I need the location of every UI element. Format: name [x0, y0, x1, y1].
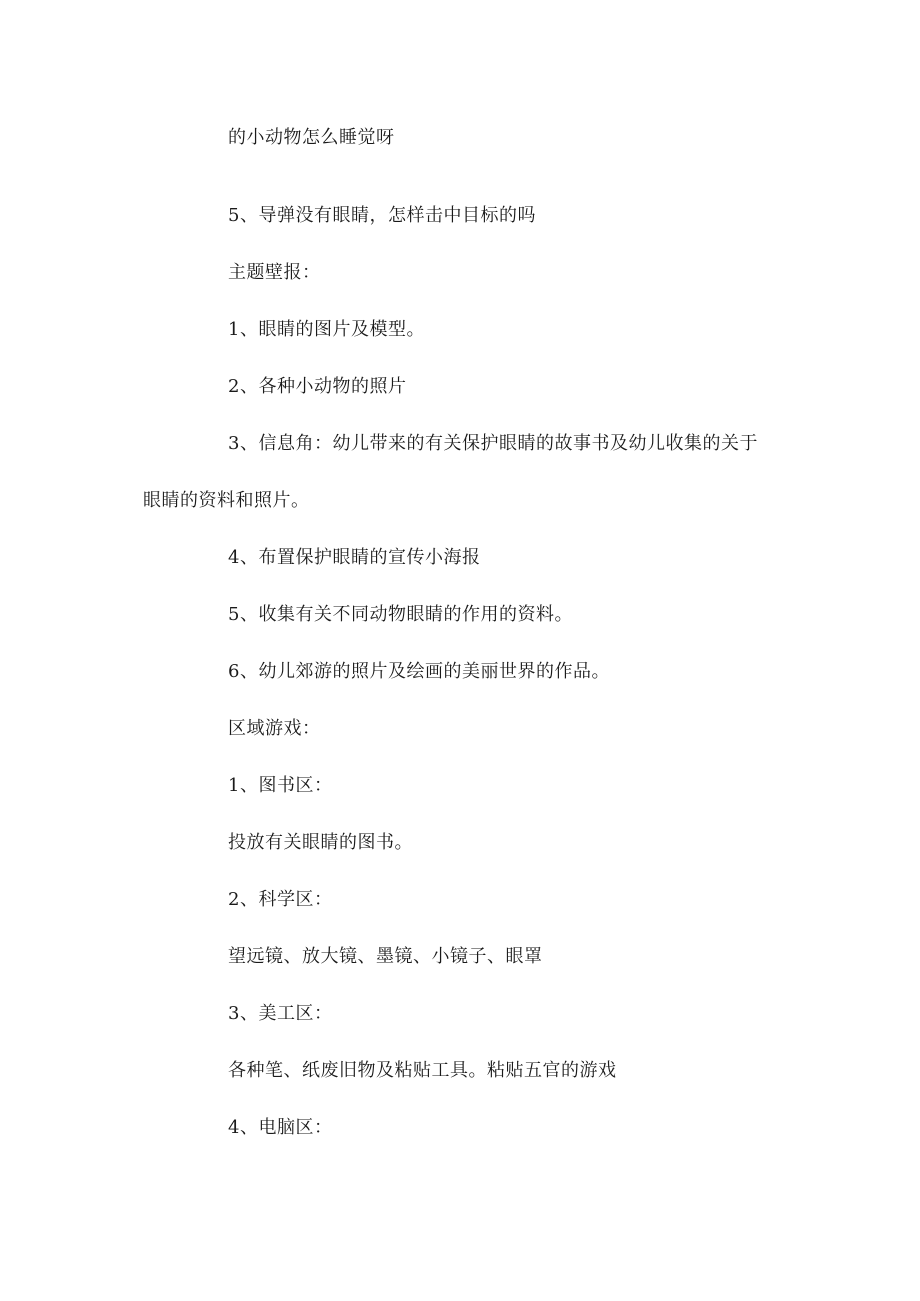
list-item: 2、各种小动物的照片: [228, 376, 407, 397]
section-heading: 区域游戏：: [228, 718, 321, 739]
list-item: 1、眼睛的图片及模型。: [228, 319, 425, 340]
list-item: 5、收集有关不同动物眼睛的作用的资料。: [228, 604, 573, 625]
list-item: 4、电脑区：: [228, 1117, 333, 1138]
list-item: 1、图书区：: [228, 775, 333, 796]
list-item-continuation: 眼睛的资料和照片。: [143, 490, 310, 511]
list-item: 2、科学区：: [228, 889, 333, 910]
list-item: 3、美工区：: [228, 1003, 333, 1024]
list-item: 6、幼儿郊游的照片及绘画的美丽世界的作品。: [228, 661, 610, 682]
text-line: 投放有关眼睛的图书。: [228, 832, 413, 853]
text-line: 各种笔、纸废旧物及粘贴工具。粘贴五官的游戏: [228, 1060, 617, 1081]
text-line: 望远镜、放大镜、墨镜、小镜子、眼罩: [228, 946, 543, 967]
list-item: 3、信息角：幼儿带来的有关保护眼睛的故事书及幼儿收集的关于: [228, 433, 758, 454]
text-line: 的小动物怎么睡觉呀: [228, 127, 395, 148]
list-item: 4、布置保护眼睛的宣传小海报: [228, 547, 481, 568]
section-heading: 主题壁报：: [228, 262, 321, 283]
text-line: 5、导弹没有眼睛，怎样击中目标的吗: [228, 205, 536, 226]
